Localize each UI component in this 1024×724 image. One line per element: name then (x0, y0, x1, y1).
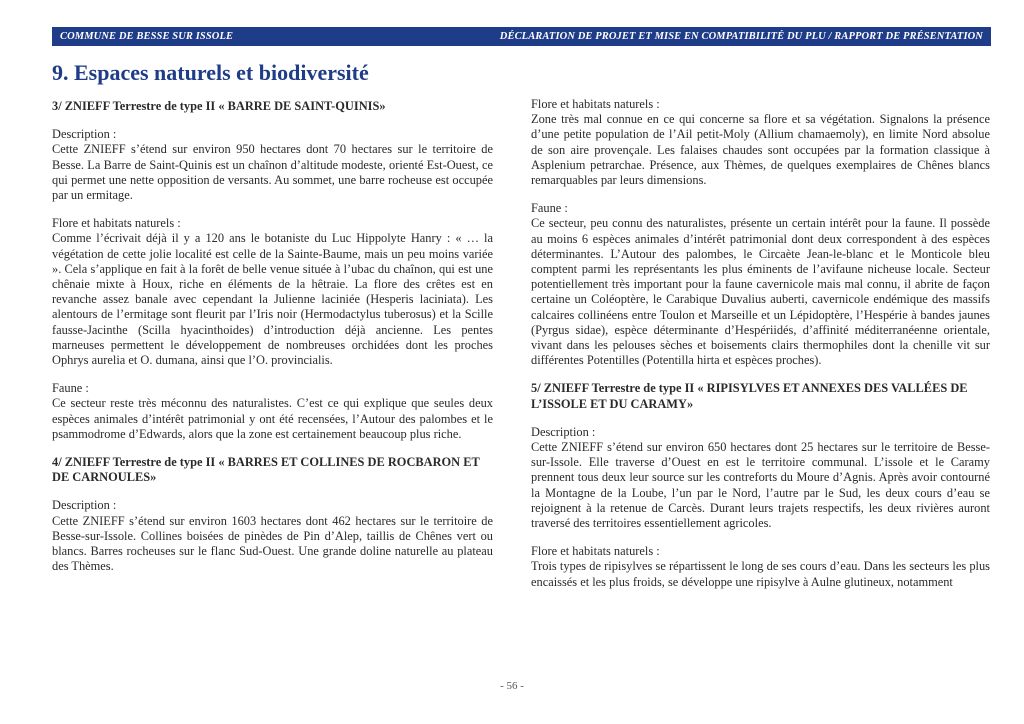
right-column (531, 97, 990, 590)
section4-heading: 4/ ZNIEFF Terrestre de type II « BARRES ET COLLINES DE ROCBARON ET DE CARNOULES» (52, 455, 480, 485)
section5-description-text: Cette ZNIEFF s’étend sur environ 650 hectares dont 25 hectares sur le territoire de Besse-sur-Issole. Elle traverse d’Ouest en est le territoire communal. L’issole et le Caramy prennent tous deux leur source sur les contreforts du Moure d’Agnis. Après avoir contourné la Montagne de la Loube, l’un par le Nord, l’autre par le Sud, les deux cours d’eau se rejoignent à la retenue de Carcès. Durant leurs trajets respectifs, les deux rivières auront traversé des territoires essentiellement agricoles. (531, 440, 990, 531)
header-bar (52, 27, 991, 46)
section4-faune-label: Faune : (531, 201, 568, 216)
section5-flore-text: Trois types de ripisylves se répartissent le long de ses cours d’eau. Dans les secteurs les plus encaissés et les plus froids, se développe une ripisylve à Aulne glutineux, notamment (531, 559, 990, 589)
section3-faune-text: Ce secteur reste très méconnu des naturalistes. C’est ce qui explique que seules deux espèces animales d’intérêt patrimonial y ont été recensées, l’Autour des palombes et le psammodrome d’Edwards, alors que la zone est certainement beaucoup plus riche. (52, 396, 493, 441)
left-column (52, 99, 493, 574)
section3-description-text: Cette ZNIEFF s’étend sur environ 950 hectares dont 70 hectares sur le territoire de Besse. La Barre de Saint-Quinis est un chaînon d’altitude modeste, orienté Est-Ouest, ce qui permet une nette opposition de versants. Au sommet, une barre rocheuse est occupée par un ermitage. (52, 142, 493, 203)
section3-flore-text: Comme l’écrivait déjà il y a 120 ans le botaniste du Luc Hippolyte Hanry : « … la végétation de cette jolie localité est celle de la Sainte-Baume, mais un peu moins variée ». Cela s’applique en fait à la forêt de belle venue située à l’ubac du chaînon, qui est une chênaie mixte à Houx, riche en éléments de la hêtraie. La flore des crêtes est en revanche assez banale avec cependant la Julienne laciniée (Hesperis laciniata). Les alentours de l’ermitage sont fleurit par l’Iris noir (Hermodactylus tuberosus) et la Scille fausse-Jacinthe (Scilla hyacinthoides) d’introduction déjà ancienne. Les pentes marneuses permettent le développement de nombreuses orchidées dont les proches Ophrys aurelia et O. dumana, ainsi que l’O. provincialis. (52, 231, 493, 368)
header-commune: COMMUNE DE BESSE SUR ISSOLE (60, 31, 234, 42)
section4-flore-text: Zone très mal connue en ce qui concerne sa flore et sa végétation. Signalons la présence d’une petite population de l’Ail petit-Moly (Allium chamaemoly), en limite Nord absolue de son aire provençale. Les falaises chaudes sont occupées par la formation classique à Asplenium petrarchae. Présence, aux Thèmes, de quelques exemplaires de Chênes blancs remarquables par leurs dimensions. (531, 112, 990, 188)
section3-heading: 3/ ZNIEFF Terrestre de type II « BARRE DE SAINT-QUINIS» (52, 99, 386, 113)
section4-description-label: Description : (52, 498, 117, 513)
section4-description-text: Cette ZNIEFF s’étend sur environ 1603 hectares dont 462 hectares sur le territoire de Besse-sur-Issole. Collines boisées de pinèdes de Pin d’Alep, taillis de Chênes vert ou blancs. Barres rocheuses sur le flanc Sud-Ouest. Une grande doline naturelle au plateau des Thèmes. (52, 513, 493, 574)
section4-faune-text: Ce secteur, peu connu des naturalistes, présente un certain intérêt pour la faune. Il possède au moins 6 espèces animales d’intérêt patrimonial dont deux correspondent à des espèces déterminantes. L’Autour des palombes, le Circaète Jean-le-blanc et le Monticole bleu comptent parmi les représentants les plus éminents de l’avifaune nicheuse locale. Secteur potentiellement très important pour la faune cavernicole mais mal connu, il abrite de façon certaine un Coléoptère, le Carabique Duvalius auberti, cavernicole endémique des massifs calcaires collinéens entre Toulon et Marseille et un Lépidoptère, l’Hespérie à bandes jaunes (Pyrgus sidae), espèce déterminante d’Hespériidés, d’affinité méditerranéenne orientale, vivant dans les pelouses sèches et boisements clairs thermophiles dont la chenille vit sur différentes Potentilles (Potentilla hirta et espèces proches). (531, 216, 990, 368)
header-document-title: DÉCLARATION DE PROJET ET MISE EN COMPATIBILITÉ DU PLU / RAPPORT DE PRÉSENTATION (499, 31, 983, 42)
section3-faune-label: Faune : (52, 381, 89, 396)
section3-flore-label: Flore et habitats naturels : (52, 216, 181, 231)
page-title: 9. Espaces naturels et biodiversité (52, 60, 369, 85)
section5-heading: 5/ ZNIEFF Terrestre de type II « RIPISYLVES ET ANNEXES DES VALLÉES DE L’ISSOLE ET DU CARAMY» (531, 381, 968, 411)
section5-flore-label: Flore et habitats naturels : (531, 544, 660, 559)
section3-description-label: Description : (52, 127, 117, 142)
section4-flore-label: Flore et habitats naturels : (531, 97, 660, 111)
section5-description-label: Description : (531, 424, 596, 439)
page-number: - 56 - (500, 680, 524, 692)
